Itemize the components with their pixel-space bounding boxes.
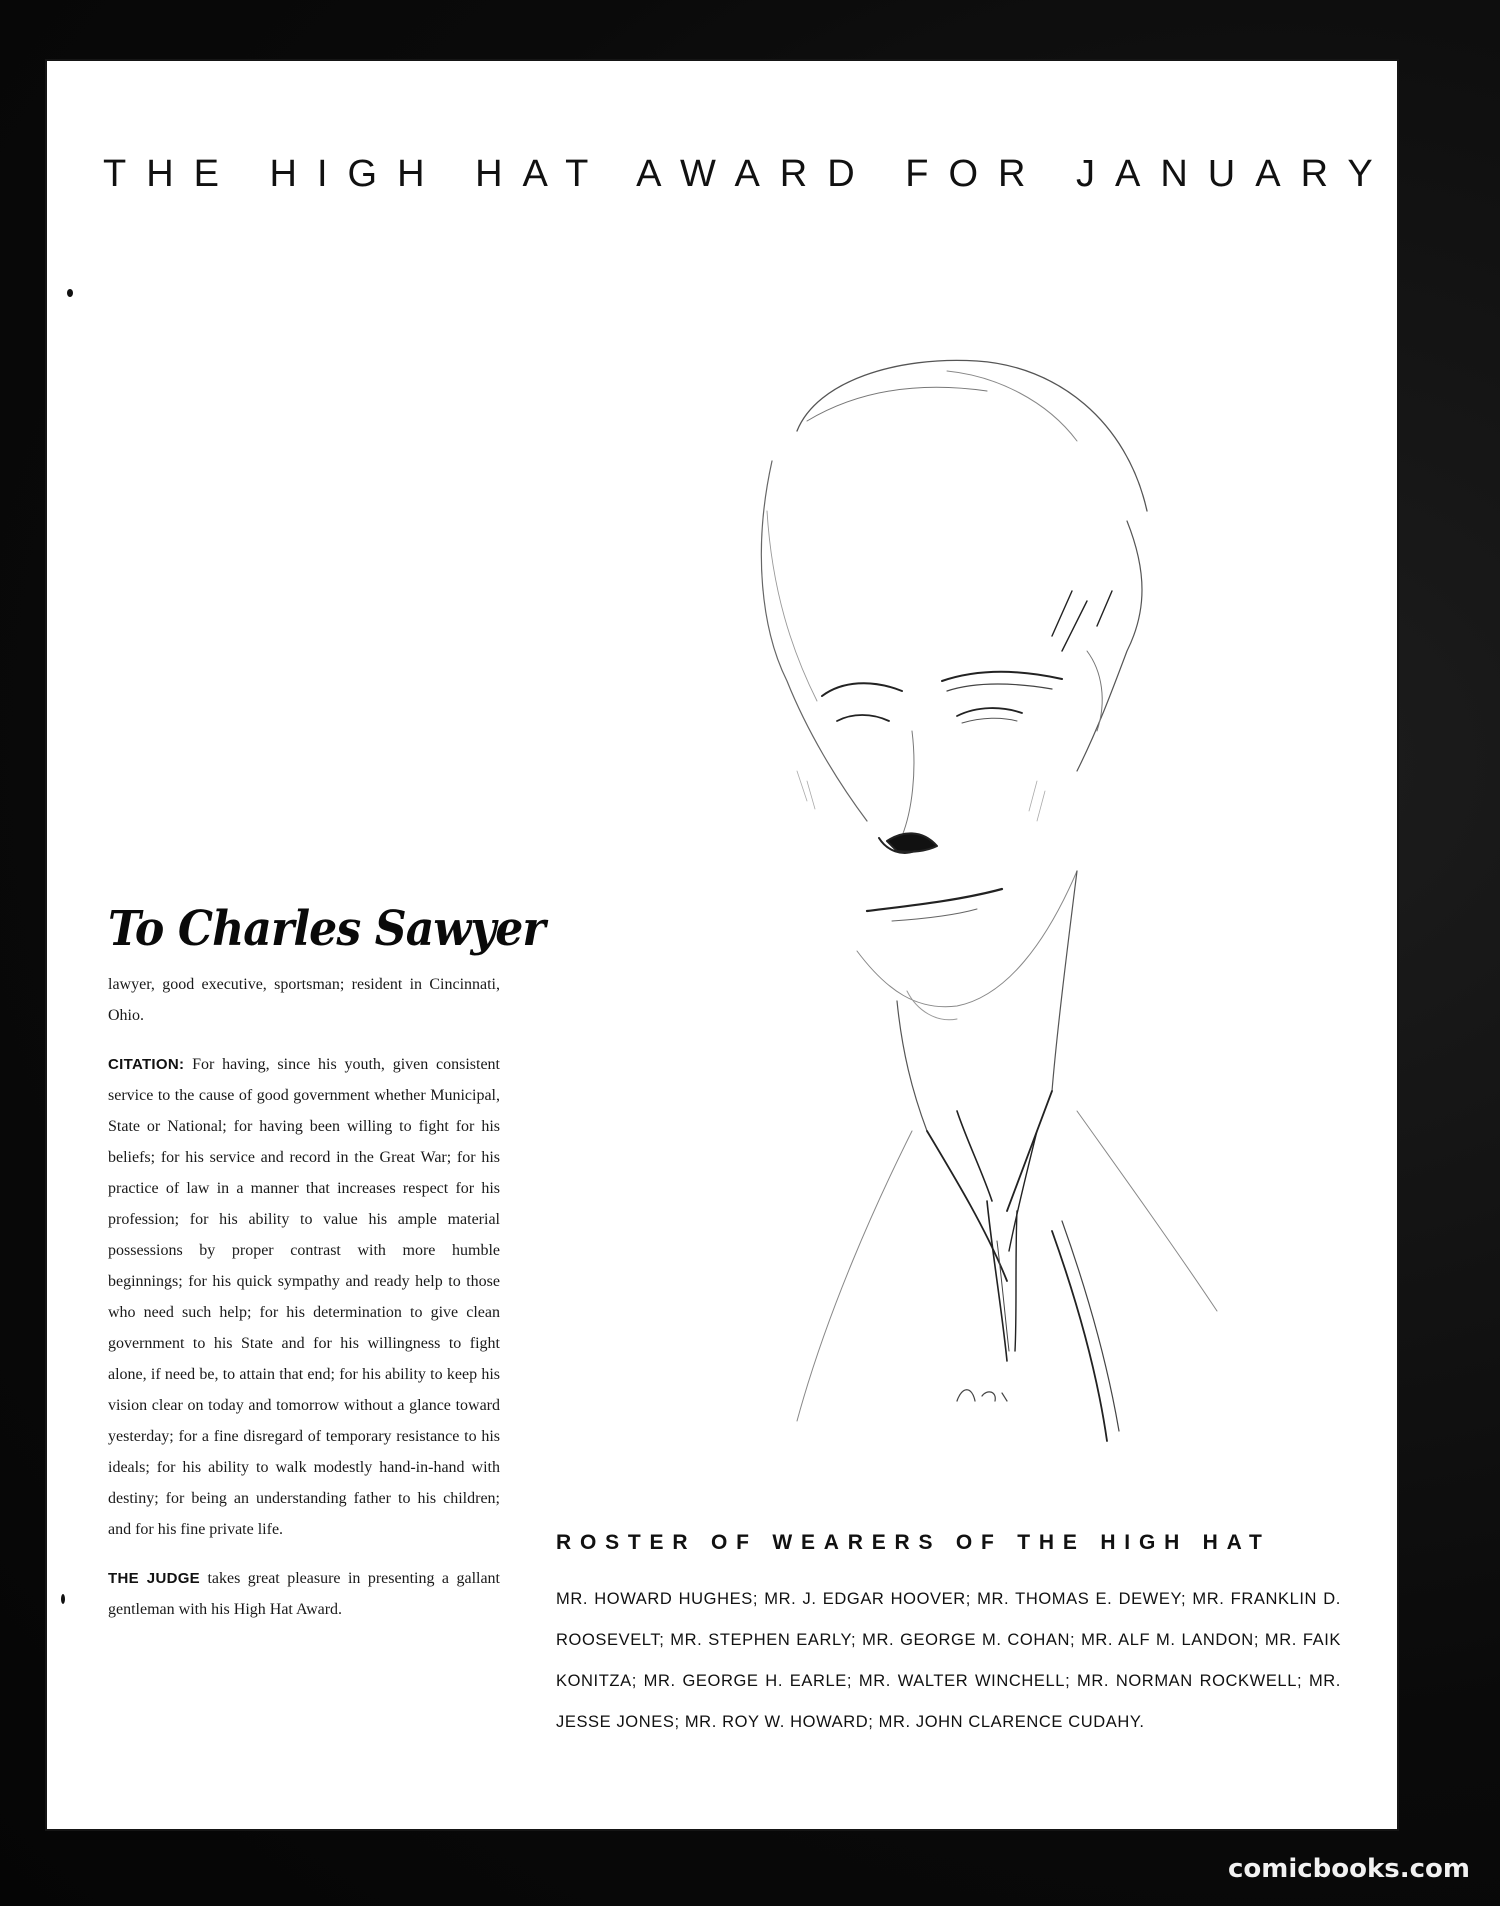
closing-label: THE JUDGE	[108, 1570, 200, 1587]
citation-column	[108, 969, 500, 1643]
ink-speck	[61, 1594, 65, 1604]
citation-label: CITATION:	[108, 1056, 185, 1073]
award-dedication: To Charles Sawyer	[108, 901, 545, 957]
page-headline: THE HIGH HAT AWARD FOR JANUARY	[103, 153, 1393, 195]
recipient-intro: lawyer, good executive, sportsman; resident in Cincinnati, Ohio.	[108, 976, 500, 1024]
magazine-page	[47, 61, 1397, 1829]
citation-text: For having, since his youth, given consistent service to the cause of good government whether Municipal, State or National; for having been willing to fight for his beliefs; for his service and record in the Great War; for his practice of law in a manner that increases respect for his profession; for his ability to value his ample material possessions by proper contrast with more humble beginnings; for his quick sympathy and ready help to those who need such help; for his determination to give clean government to his State and for his willingness to fight alone, if need be, to attain that end; for his ability to keep his vision clear on today and tomorrow without a glance toward yesterday; for a fine disregard of temporary resistance to his ideals; for his ability to walk modestly hand-in-hand with destiny; for being an understanding father to his children; and for his fine private life.	[108, 1056, 501, 1538]
ink-speck	[67, 289, 73, 297]
roster-heading: ROSTER OF WEARERS OF THE HIGH HAT	[556, 1531, 1271, 1554]
citation-paragraph	[108, 1049, 500, 1545]
closing-text: takes great pleasure in presenting a gallant gentleman with his High Hat Award.	[108, 1570, 501, 1618]
roster-list: MR. HOWARD HUGHES; MR. J. EDGAR HOOVER; MR. THOMAS E. DEWEY; MR. FRANKLIN D. ROOSEVELT; MR. STEPHEN EARLY; MR. GEORGE M. COHAN; MR. ALF M. LANDON; MR. FAIK KONITZA; MR. GEORGE H. EARLE; MR. WALTER WINCHELL; MR. NORMAN ROCKWELL; MR. JESSE JONES; MR. ROY W. HOWARD; MR. JOHN CLARENCE CUDAHY.	[556, 1590, 1341, 1731]
portrait-sketch	[657, 351, 1227, 1461]
closing-paragraph	[108, 1563, 500, 1625]
watermark: comicbooks.com	[1227, 1854, 1470, 1884]
